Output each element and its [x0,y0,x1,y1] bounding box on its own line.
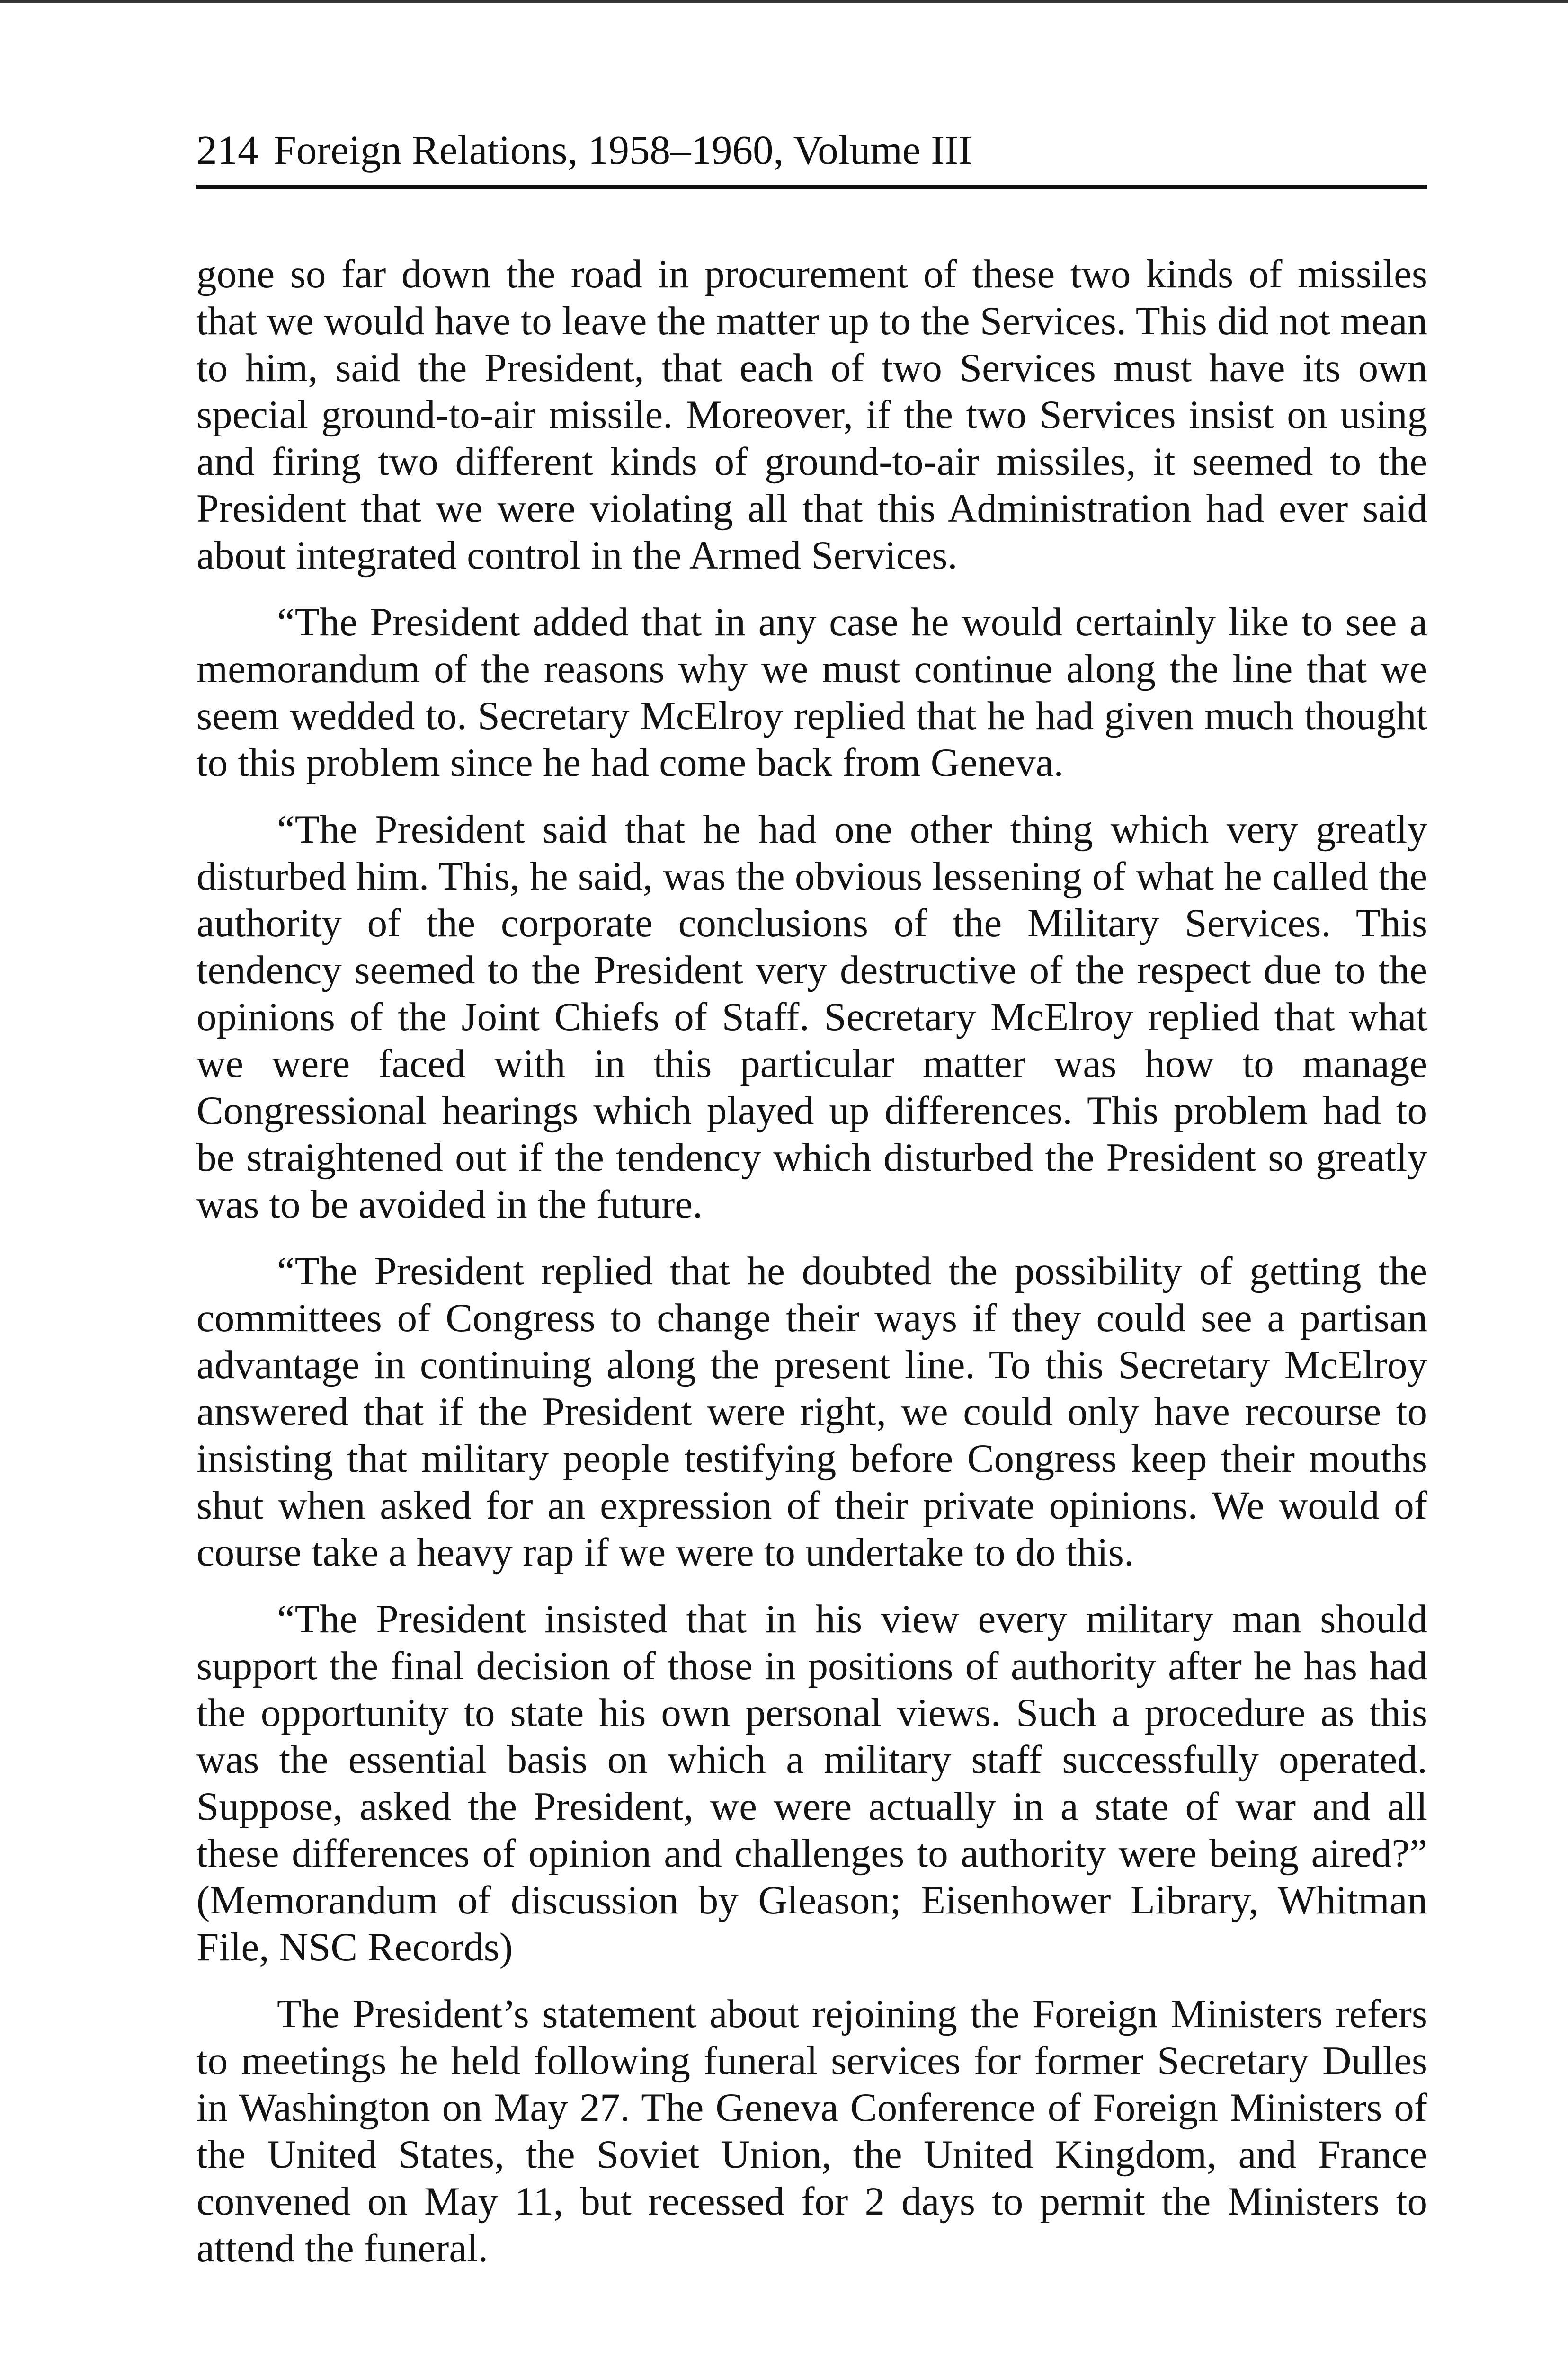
running-header [196,123,1427,189]
body-text [196,251,1427,2292]
scan-edge-line [0,0,1568,3]
paragraph-1: gone so far down the road in procurement of these two kinds of missiles that we would have to leave the matter up to the Services. This did not mean to him, said the President, that each of two Services must have its own special ground-to-air missile. Moreover, if the two Services insist on using and firing two different kinds of ground-to-air missiles, it seemed to the President that we were violating all that this Administration had ever said about integrated control in the Armed Services. [196,252,1427,578]
header-rule [196,185,1427,189]
paragraph-5: “The President insisted that in his view every military man should support the final decision of those in positions of authority after he has had the opportunity to state his own personal views. Such a procedure as this was the essential basis on which a military staff successfully operated. Suppose, asked the President, we were actually in a state of war and all these differences of opinion and challenges to authority were being aired?” (Memorandum of discussion by Gleason; Eisenhower Library, Whitman File, NSC Records) [196,1597,1427,1969]
paragraph-6: The President’s statement about rejoining the Foreign Ministers refers to meetings he held following funeral services for former Secretary Dulles in Washington on May 27. The Geneva Conference of Foreign Ministers of the United States, the Soviet Union, the United Kingdom, and France convened on May 11, but recessed for 2 days to permit the Ministers to attend the funeral. [196,1992,1427,2270]
page-number: 214 [196,127,258,173]
paragraph-4: “The President replied that he doubted the possibility of getting the committees of Congress to change their ways if they could see a partisan advantage in continuing along the present line. To this Secretary McElroy answered that if the President were right, we could only have recourse to insisting that military people testifying before Congress keep their mouths shut when asked for an expression of their private opinions. We would of course take a heavy rap if we were to undertake to do this. [196,1249,1427,1575]
header-text [196,127,972,173]
paragraph-3: “The President said that he had one other thing which very greatly disturbed him. This, he said, was the obvious lessening of what he called the authority of the corporate conclusions of the Military Services. This tendency seemed to the President very destructive of the respect due to the opinions of the Joint Chiefs of Staff. Secretary McElroy replied that what we were faced with in this particular matter was how to manage Congressional hearings which played up differences. This problem had to be straightened out if the tendency which disturbed the President so greatly was to be avoided in the future. [196,807,1427,1227]
running-title: Foreign Relations, 1958–1960, Volume III [273,127,972,173]
paragraph-2: “The President added that in any case he would certainly like to see a memorandum of the reasons why we must continue along the line that we seem wedded to. Secretary McElroy replied that he had given much thought to this problem since he had come back from Geneva. [196,600,1427,785]
